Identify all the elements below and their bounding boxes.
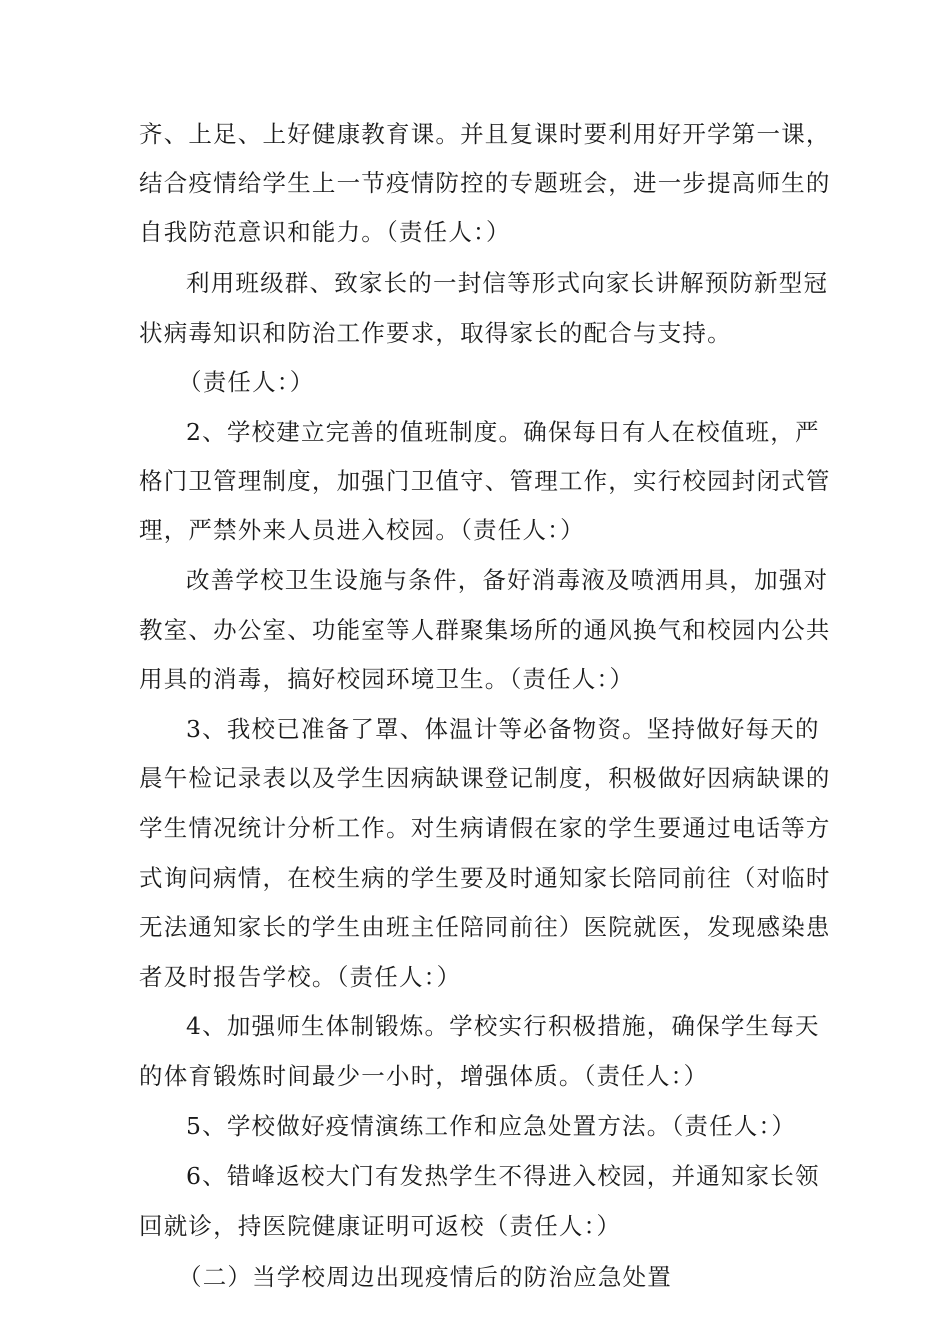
text-line: 教室、办公室、功能室等人群聚集场所的通风换气和校园内公共 xyxy=(139,616,831,644)
paragraph-first-line: 改善学校卫生设施与条件，备好消毒液及喷洒用具，加强对 xyxy=(186,566,829,594)
text-line: 晨午检记录表以及学生因病缺课登记制度，积极做好因病缺课的 xyxy=(139,764,831,792)
paragraph-first-line: 2、学校建立完善的值班制度。确保每日有人在校值班，严 xyxy=(186,418,820,446)
text-line: 学生情况统计分析工作。对生病请假在家的学生要通过电话等方 xyxy=(139,814,831,842)
paragraph-first-line: 5、学校做好疫情演练工作和应急处置方法。（责任人：） xyxy=(186,1112,797,1140)
text-line: 理，严禁外来人员进入校园。（责任人：） xyxy=(139,516,585,544)
text-line: （责任人：） xyxy=(178,368,315,396)
text-line: 自我防范意识和能力。（责任人：） xyxy=(139,218,511,246)
text-line: 式询问病情，在校生病的学生要及时通知家长陪同前往（对临时 xyxy=(139,864,831,892)
text-line: 状病毒知识和防治工作要求，取得家长的配合与支持。 xyxy=(139,319,732,347)
text-line: 者及时报告学校。（责任人：） xyxy=(139,963,462,991)
paragraph-first-line: 3、我校已准备了罩、体温计等必备物资。坚持做好每天的 xyxy=(186,715,820,743)
text-line: 格门卫管理制度，加强门卫值守、管理工作，实行校园封闭式管 xyxy=(139,467,831,495)
text-line: 的体育锻炼时间最少一小时，增强体质。（责任人：） xyxy=(139,1062,709,1090)
text-line: 回就诊，持医院健康证明可返校（责任人：） xyxy=(139,1212,622,1240)
text-line: 齐、上足、上好健康教育课。并且复课时要利用好开学第一课， xyxy=(139,120,831,148)
paragraph-first-line: 4、加强师生体制锻炼。学校实行积极措施，确保学生每天 xyxy=(186,1012,820,1040)
text-line: 结合疫情给学生上一节疫情防控的专题班会，进一步提高师生的 xyxy=(139,169,831,197)
paragraph-first-line: 6、错峰返校大门有发热学生不得进入校园，并通知家长领 xyxy=(186,1162,820,1190)
text-line: 无法通知家长的学生由班主任陪同前往）医院就医，发现感染患 xyxy=(139,913,831,941)
paragraph-first-line: 利用班级群、致家长的一封信等形式向家长讲解预防新型冠 xyxy=(186,269,829,297)
text-line: 用具的消毒，搞好校园环境卫生。（责任人：） xyxy=(139,665,635,693)
section-heading: （二）当学校周边出现疫情后的防治应急处置 xyxy=(178,1263,672,1291)
